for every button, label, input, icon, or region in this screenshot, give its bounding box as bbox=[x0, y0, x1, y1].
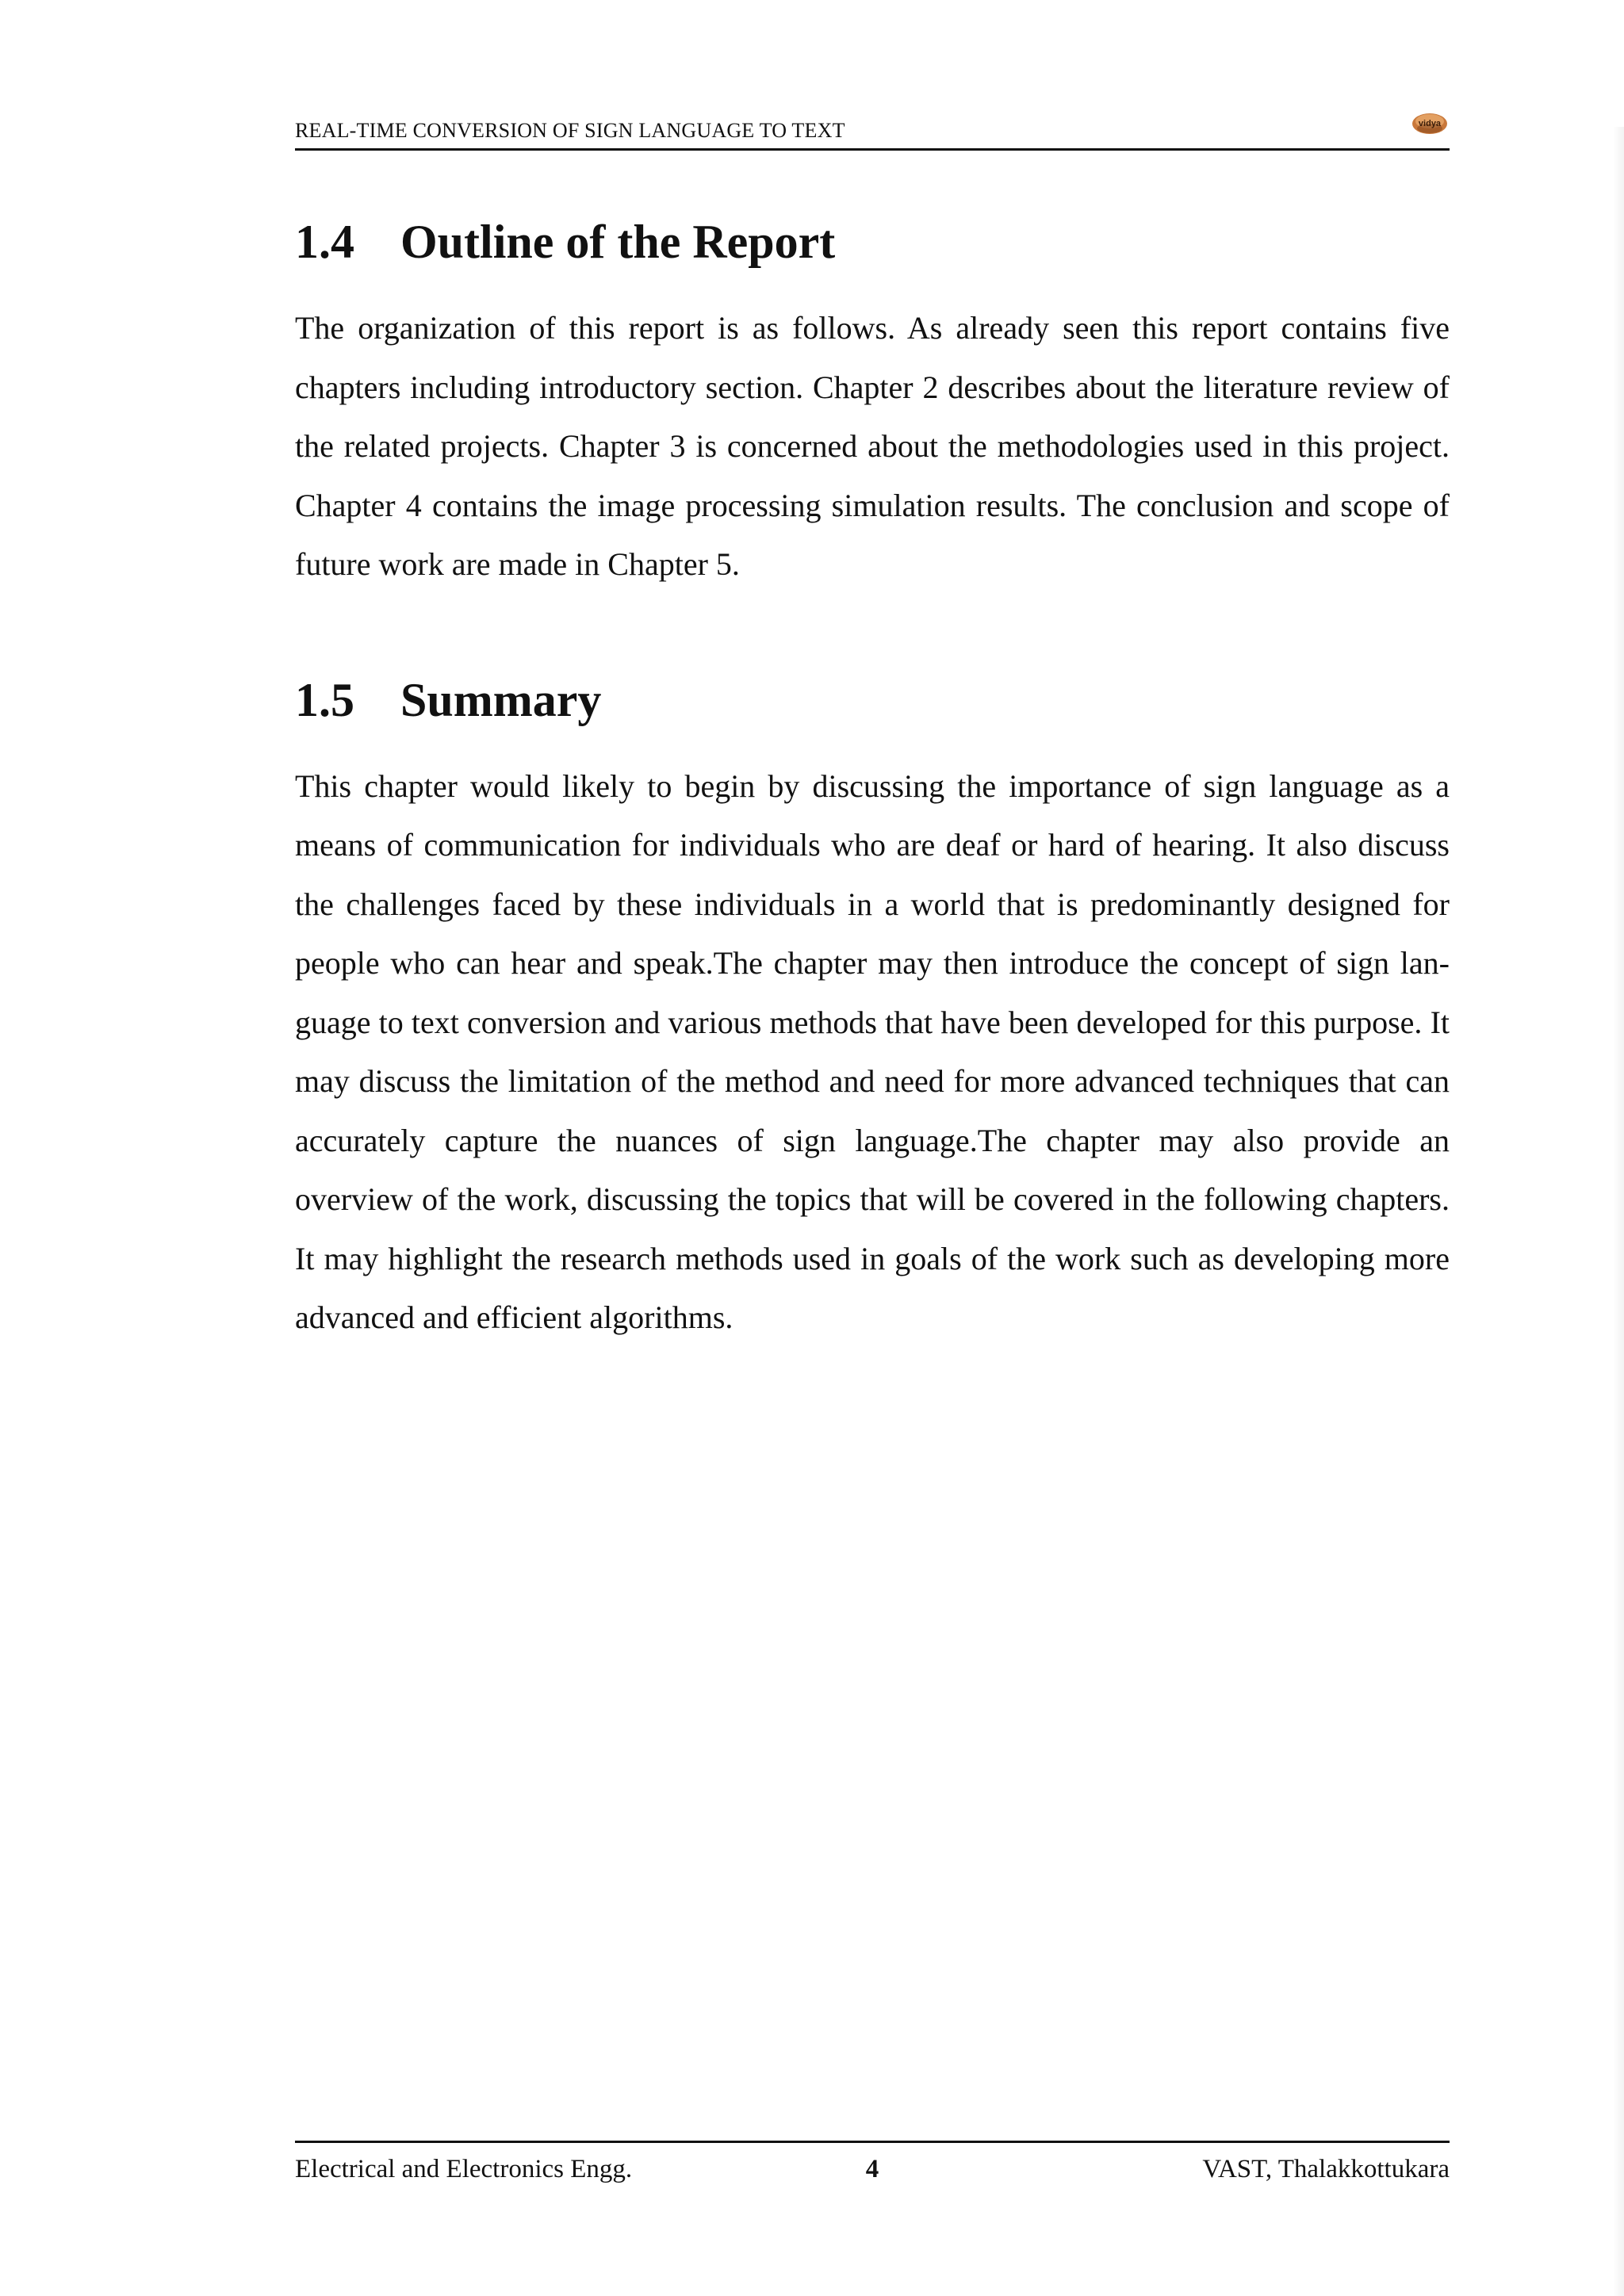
section-paragraph-outline: The organization of this report is as follows. As already seen this report contains five chapters including introductory section. Chapter 2 describes about the literature review of the related projects. Chapter 3 is concerned about the methodologies used in this project. Chapter 4 contains the image processing simulation results. The conclusion and scope of future work are made in Chapter 5. bbox=[295, 310, 1450, 582]
page-edge-shadow bbox=[1613, 127, 1624, 2296]
section-title: Outline of the Report bbox=[400, 216, 836, 268]
running-header-title: REAL-TIME CONVERSION OF SIGN LANGUAGE TO TEXT bbox=[295, 119, 845, 142]
footer-rule bbox=[295, 2141, 1450, 2143]
section-heading-outline bbox=[295, 218, 1450, 266]
main-content bbox=[295, 202, 1450, 1348]
section-title: Summary bbox=[400, 673, 602, 726]
section-paragraph-summary: This chapter would likely to begin by discussing the importance of sign language as a means of communication for individuals who are deaf or hard of hearing. It also discuss the challenges faced by these individuals in a world that is predominantly designed for people who can hear and speak.The chapter may then introduce the concept of sign language to text conversion and various methods that have been developed for this purpose. It may discuss the limitation of the method and need for more advanced techniques that can accurately capture the nuances of sign language.The chapter may also provide an overview of the work, discussing the topics that will be covered in the following chapters. It may highlight the research methods used in goals of the work such as developing more advanced and efficient algorithms. bbox=[295, 767, 1450, 1335]
institution-logo-icon bbox=[1410, 108, 1450, 138]
section-number: 1.4 bbox=[295, 216, 354, 268]
page-number: 4 bbox=[865, 2155, 879, 2183]
page-footer bbox=[295, 2155, 1450, 2195]
footer-institution: VAST, Thalakkottukara bbox=[1202, 2155, 1450, 2183]
running-header bbox=[295, 111, 1450, 151]
logo-text: vidya bbox=[1418, 119, 1442, 128]
footer-department: Electrical and Electronics Engg. bbox=[295, 2155, 633, 2183]
section-heading-summary bbox=[295, 673, 1450, 726]
section-number: 1.5 bbox=[295, 673, 354, 726]
header-rule bbox=[295, 148, 1450, 151]
